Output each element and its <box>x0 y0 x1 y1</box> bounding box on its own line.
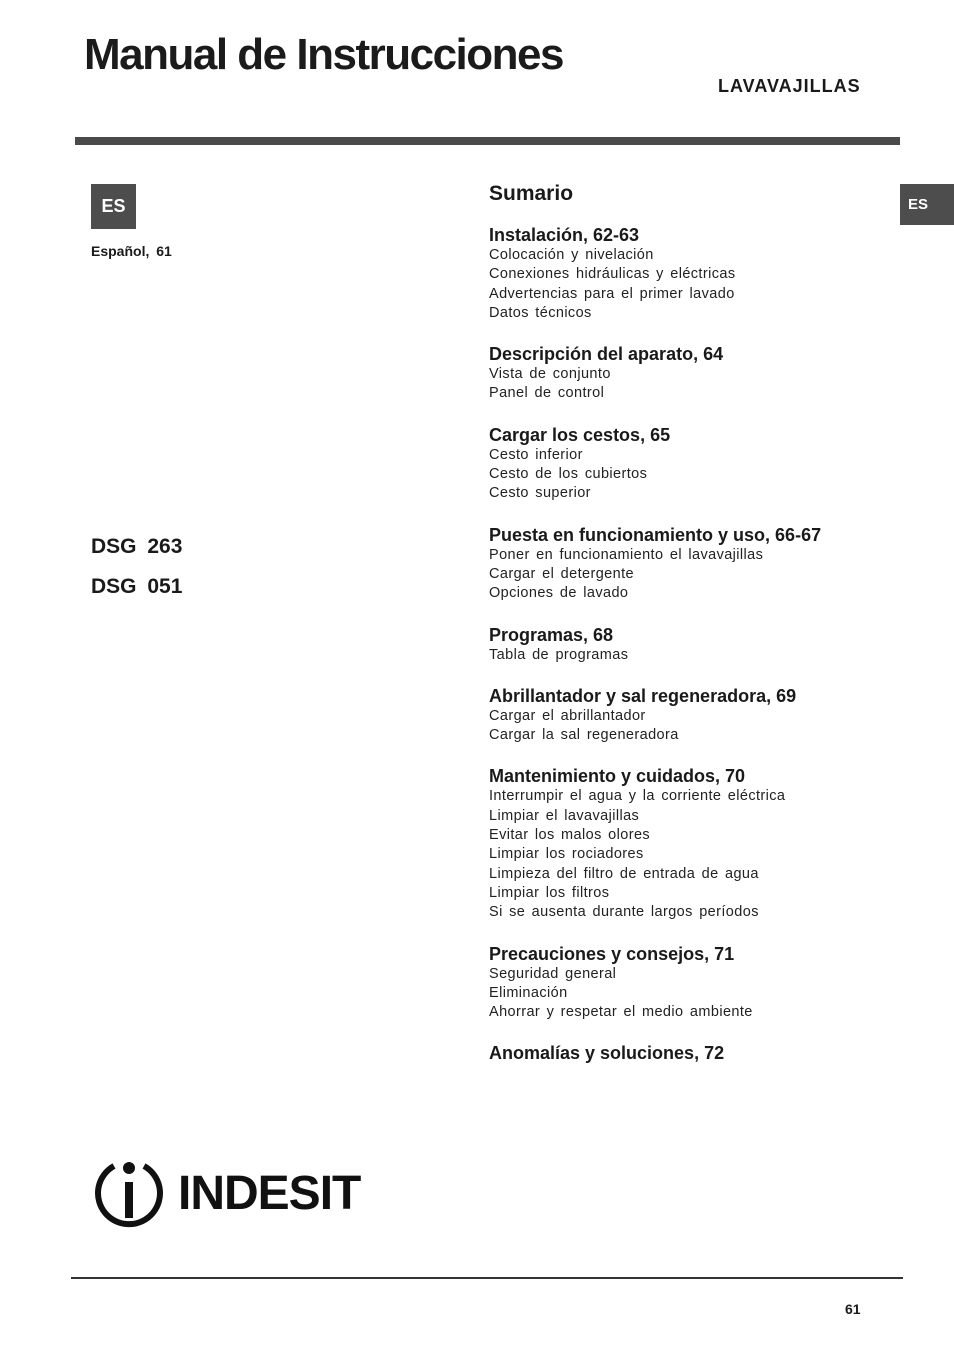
toc-subitem: Interrumpir el agua y la corriente eléctrica <box>489 788 786 805</box>
toc-subitem: Evitar los malos olores <box>489 827 651 844</box>
toc-subitem: Opciones de lavado <box>489 585 629 602</box>
toc-subitem: Limpieza del filtro de entrada de agua <box>489 865 759 882</box>
toc-subitem: Vista de conjunto <box>489 366 611 383</box>
language-badge: ES <box>91 184 136 229</box>
toc-subitem: Cargar el detergente <box>489 565 634 582</box>
toc-subitem: Conexiones hidráulicas y eléctricas <box>489 266 736 283</box>
toc-section <box>489 524 899 604</box>
toc-subitem: Ahorrar y respetar el medio ambiente <box>489 1004 753 1021</box>
indesit-i-logo-icon <box>92 1156 166 1230</box>
toc-section-title: Puesta en funcionamiento y uso, 66-67 <box>489 524 822 545</box>
toc-subitem: Advertencias para el primer lavado <box>489 285 735 302</box>
toc-section-title: Abrillantador y sal regeneradora, 69 <box>489 685 797 706</box>
page-title: Manual de Instrucciones <box>84 30 563 79</box>
toc-subitem: Cargar la sal regeneradora <box>489 727 679 744</box>
header-divider <box>75 137 900 145</box>
language-side-tab: ES <box>900 184 954 225</box>
model-number: DSG 263 <box>91 535 183 558</box>
toc-sections <box>489 224 899 1064</box>
toc-section <box>489 943 899 1023</box>
toc-subitem: Eliminación <box>489 984 568 1001</box>
toc-section <box>489 343 899 404</box>
toc-section-title: Descripción del aparato, 64 <box>489 344 724 365</box>
brand-name: INDESIT <box>178 1166 361 1220</box>
toc-subitem: Limpiar el lavavajillas <box>489 807 640 824</box>
footer-divider <box>71 1277 903 1279</box>
model-number: DSG 051 <box>91 575 183 598</box>
toc-section-title: Mantenimiento y cuidados, 70 <box>489 766 746 787</box>
toc-subitem: Cargar el abrillantador <box>489 707 646 724</box>
toc-subitem: Seguridad general <box>489 965 617 982</box>
product-category: LAVAVAJILLAS <box>718 76 861 96</box>
toc-subitem: Colocación y nivelación <box>489 247 654 263</box>
toc-subitem: Limpiar los rociadores <box>489 846 644 863</box>
toc-heading: Sumario <box>489 182 574 205</box>
toc-subitem: Si se ausenta durante largos períodos <box>489 904 759 921</box>
toc-section <box>489 1042 899 1064</box>
table-of-contents <box>489 182 899 1084</box>
toc-section-title: Precauciones y consejos, 71 <box>489 943 735 964</box>
toc-section-title: Instalación, 62-63 <box>489 225 640 245</box>
toc-section <box>489 624 899 665</box>
toc-section-title: Anomalías y soluciones, 72 <box>489 1043 725 1064</box>
toc-section <box>489 424 899 504</box>
toc-subitem: Datos técnicos <box>489 304 592 321</box>
toc-subitem: Panel de control <box>489 385 605 402</box>
toc-subitem: Cesto de los cubiertos <box>489 466 648 483</box>
toc-subitem: Cesto superior <box>489 485 591 502</box>
toc-subitem: Poner en funcionamiento el lavavajillas <box>489 546 764 563</box>
toc-subitem: Tabla de programas <box>489 646 629 663</box>
toc-section-title: Programas, 68 <box>489 624 614 645</box>
brand-logo <box>92 1156 360 1230</box>
toc-section-title: Cargar los cestos, 65 <box>489 424 671 445</box>
toc-section <box>489 765 899 922</box>
toc-section <box>489 224 899 323</box>
toc-section <box>489 685 899 746</box>
language-reference: Español, 61 <box>91 243 172 259</box>
toc-subitem: Cesto inferior <box>489 446 583 463</box>
page-number: 61 <box>845 1301 861 1317</box>
toc-subitem: Limpiar los filtros <box>489 884 610 901</box>
